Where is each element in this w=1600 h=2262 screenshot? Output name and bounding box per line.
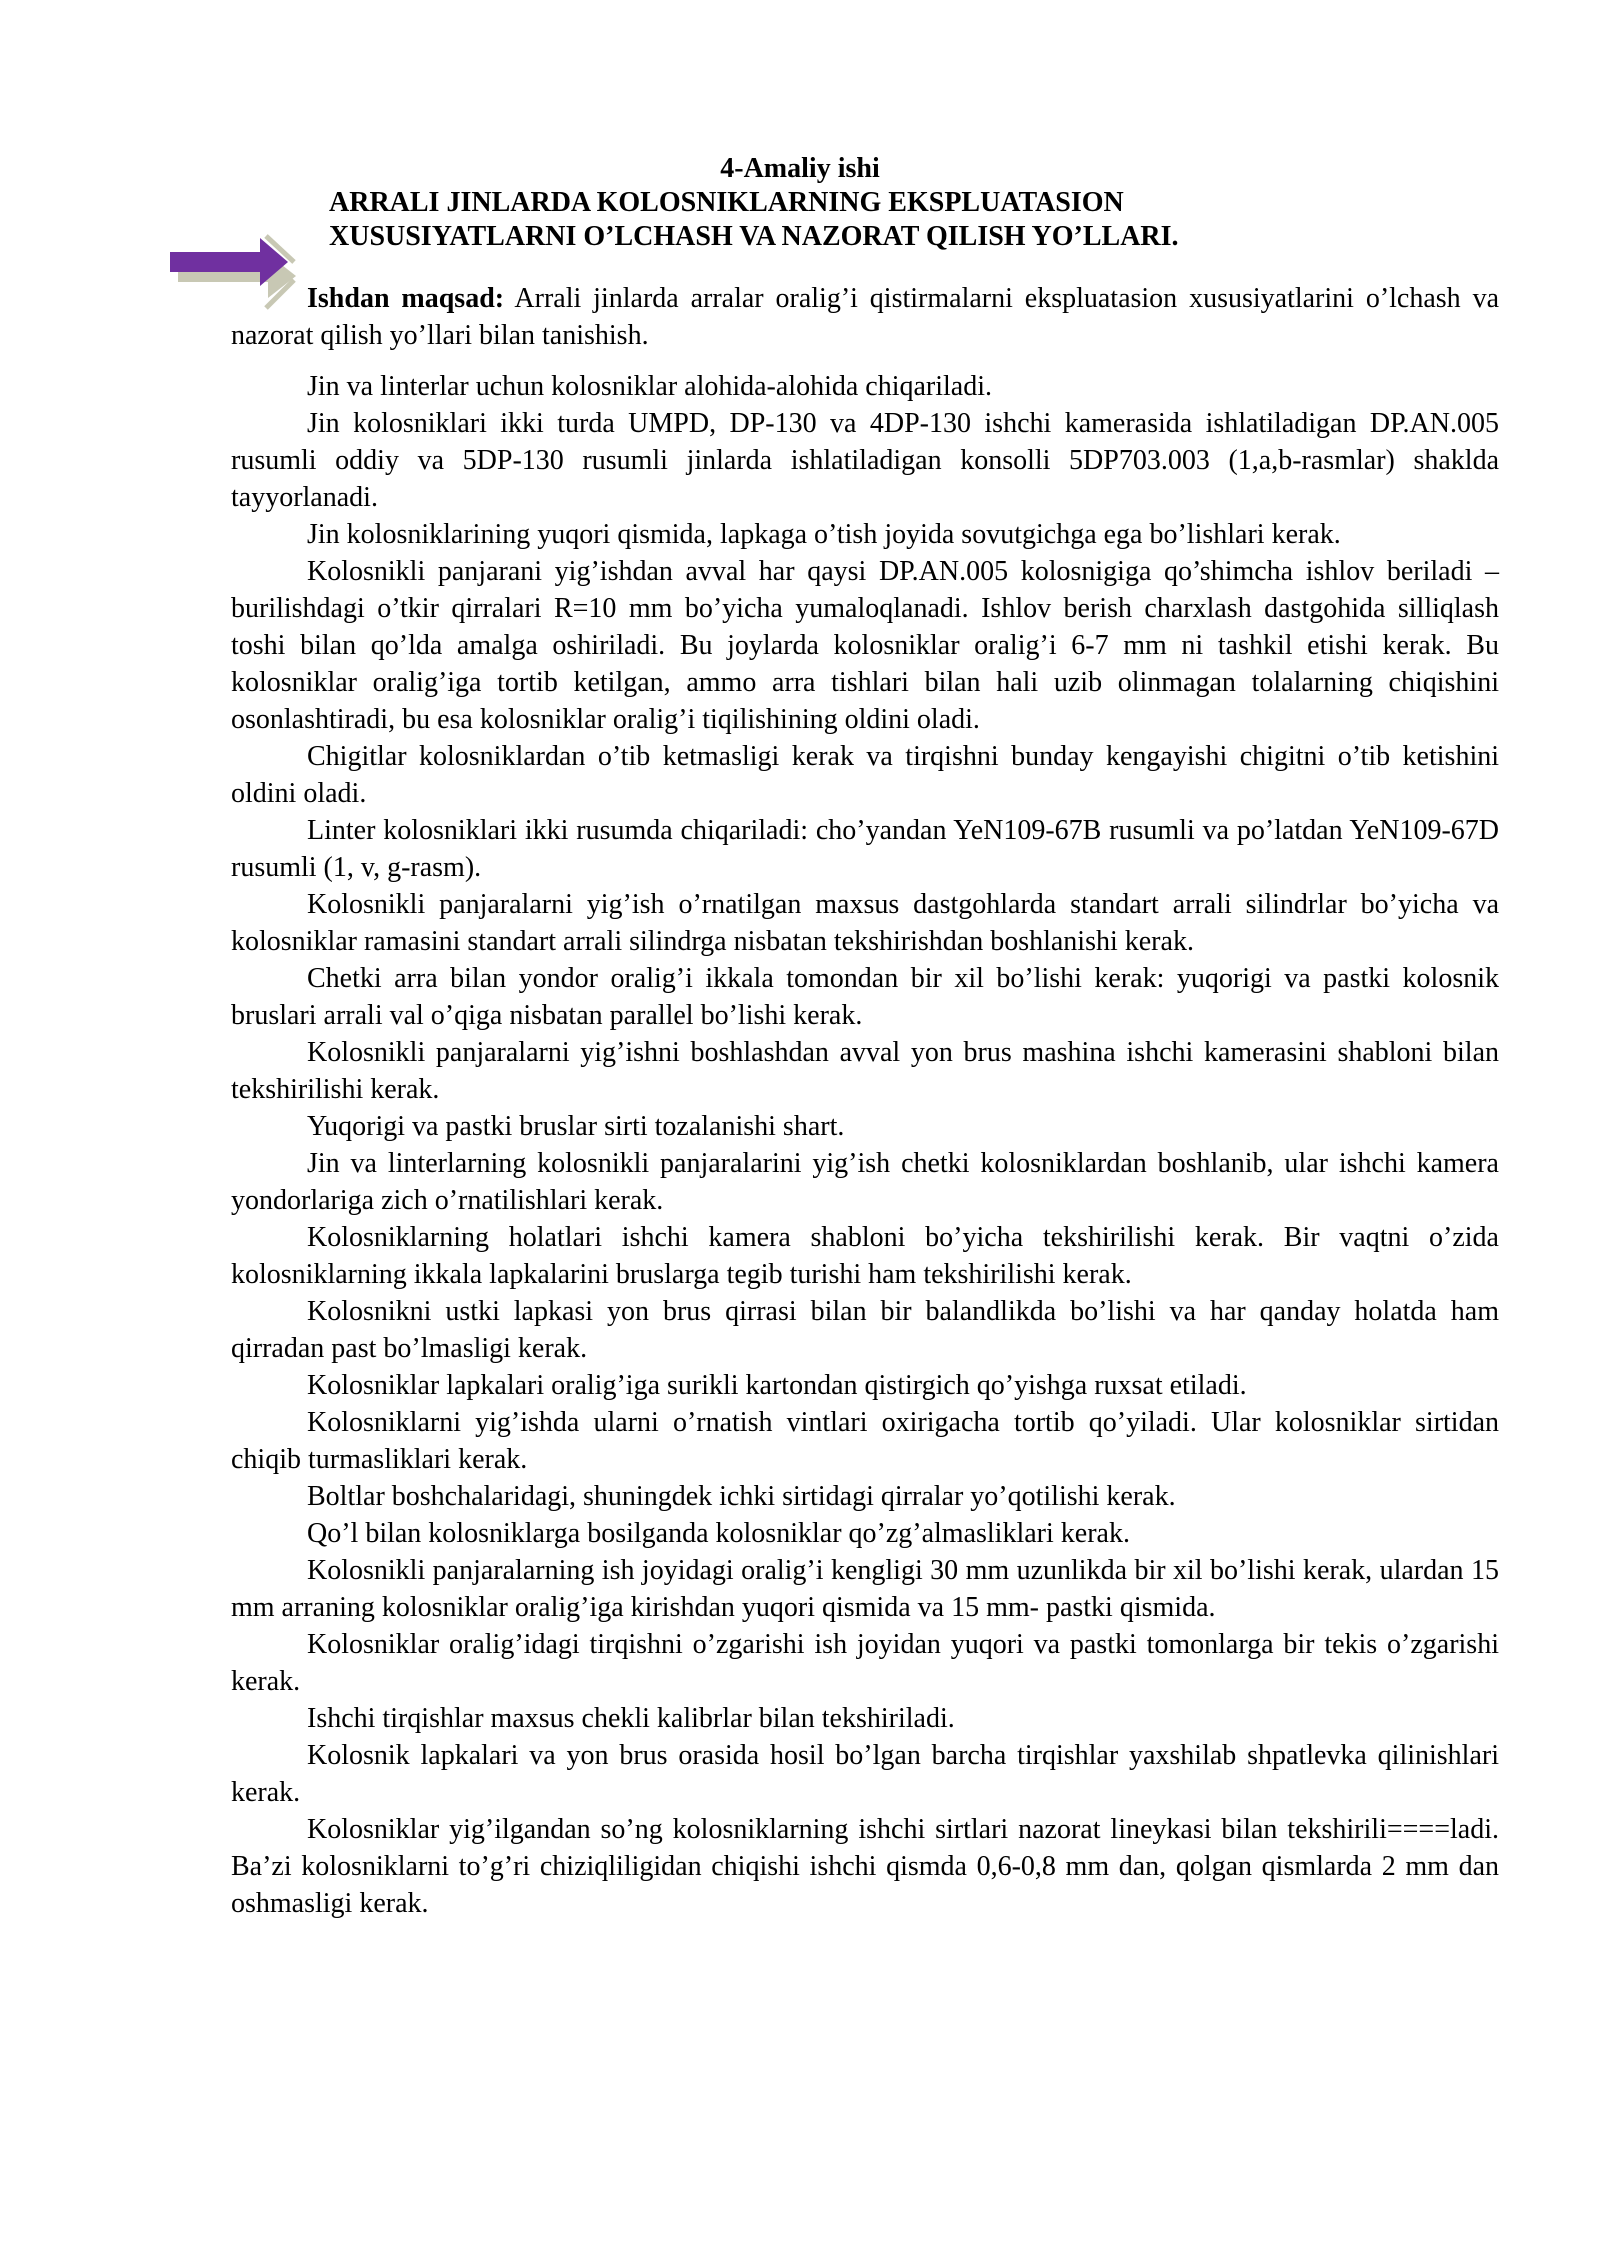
- work-number: 4-Amaliy ishi: [720, 153, 880, 184]
- body-paragraph-12: Kolosniklarning holatlari ishchi kamera shabloni bo’yicha tekshirilishi kerak. Bir vaqtni o’zida kolosniklarning ikkala lapkalarini bruslarga tegib turishi ham tekshirilishi kerak.: [231, 1222, 1499, 1290]
- body-paragraph-2: Jin kolosniklari ikki turda UMPD, DP-130 va 4DP-130 ishchi kamerasida ishlatiladigan DP.AN.005 rusumli oddiy va 5DP-130 rusumli jinlarda ishlatiladigan konsolli 5DP703.003 (1,a,b-rasmlar) shaklda tayyorlanadi.: [231, 408, 1499, 513]
- body-paragraph-8: Chetki arra bilan yondor oralig’i ikkala tomondan bir xil bo’lishi kerak: yuqorigi va pastki kolosnik bruslari arrali val o’qiga nisbatan parallel bo’lishi kerak.: [231, 963, 1499, 1031]
- goal-paragraph: [231, 280, 1499, 354]
- title-line-1: ARRALI JINLARDA KOLOSNIKLARNING EKSPLUATASION: [329, 187, 1124, 218]
- body-paragraph-10: Yuqorigi va pastki bruslar sirti tozalanishi shart.: [307, 1111, 845, 1142]
- body-paragraph-20: Ishchi tirqishlar maxsus chekli kalibrlar bilan tekshiriladi.: [307, 1703, 955, 1734]
- document-body: [231, 280, 1499, 1922]
- body-paragraph-13: Kolosnikni ustki lapkasi yon brus qirrasi bilan bir balandlikda bo’lishi va har qanday holatda ham qirradan past bo’lmasligi kerak.: [231, 1296, 1499, 1364]
- body-paragraph-4: Kolosnikli panjarani yig’ishdan avval har qaysi DP.AN.005 kolosnigiga qo’shimcha ishlov beriladi – burilishdagi o’tkir qirralari R=10 mm bo’yicha yumaloqlanadi. Ishlov berish charxlash dastgohida silliqlash toshi bilan qo’lda amalga oshiriladi. Bu joylarda kolosniklar oralig’i 6-7 mm ni tashkil etishi kerak. Bu kolosniklar oralig’iga tortib ketilgan, ammo arra tishlari bilan hali uzib olinmagan tolalarning chiqishini osonlashtiradi, bu esa kolosniklar oralig’i tiqilishining oldini oladi.: [231, 556, 1499, 735]
- body-paragraph-14: Kolosniklar lapkalari oralig’iga surikli kartondan qistirgich qo’yishga ruxsat etiladi.: [307, 1370, 1247, 1401]
- body-paragraph-9: Kolosnikli panjaralarni yig’ishni boshlashdan avval yon brus mashina ishchi kamerasini shabloni bilan tekshirilishi kerak.: [231, 1037, 1499, 1105]
- goal-label: Ishdan maqsad:: [307, 283, 505, 314]
- body-paragraph-6: Linter kolosniklari ikki rusumda chiqariladi: cho’yandan YeN109-67B rusumli va po’latdan YeN109-67D rusumli (1, v, g-rasm).: [231, 815, 1499, 883]
- body-paragraph-17: Qo’l bilan kolosniklarga bosilganda kolosniklar qo’zg’almasliklari kerak.: [307, 1518, 1130, 1549]
- body-paragraph-15: Kolosniklarni yig’ishda ularni o’rnatish vintlari oxirigacha tortib qo’yiladi. Ular kolosniklar sirtidan chiqib turmasliklari kerak.: [231, 1407, 1499, 1475]
- body-paragraph-19: Kolosniklar oralig’idagi tirqishni o’zgarishi ish joyidan yuqori va pastki tomonlarga bir tekis o’zgarishi kerak.: [231, 1629, 1499, 1697]
- body-paragraph-18: Kolosnikli panjaralarning ish joyidagi oralig’i kengligi 30 mm uzunlikda bir xil bo’lishi kerak, ulardan 15 mm arraning kolosniklar oralig’iga kirishdan yuqori qismida va 15 mm- pastki qismida.: [231, 1555, 1499, 1623]
- body-paragraph-1: Jin va linterlar uchun kolosniklar alohida-alohida chiqariladi.: [307, 371, 993, 402]
- goal-text: Arrali jinlarda arralar oralig’i qistirmalarni ekspluatasion xususiyatlarini o’lchash va nazorat qilish yo’llari bilan tanishish.: [231, 283, 1500, 351]
- body-paragraph-7: Kolosnikli panjaralarni yig’ish o’rnatilgan maxsus dastgohlarda standart arrali silindrlar bo’yicha va kolosniklar ramasini standart arrali silindrga nisbatan tekshirishdan boshlanishi kerak.: [231, 889, 1499, 957]
- body-paragraph-22: Kolosniklar yig’ilgandan so’ng kolosniklarning ishchi sirtlari nazorat lineykasi bilan tekshirili====ladi. Ba’zi kolosniklarni to’g’ri chiziqliligidan chiqishi ishchi qismda 0,6-0,8 mm dan, qolgan qismlarda 2 mm dan oshmasligi kerak.: [231, 1814, 1499, 1919]
- body-paragraph-11: Jin va linterlarning kolosnikli panjaralarini yig’ish chetki kolosniklardan boshlanib, ular ishchi kamera yondorlariga zich o’rnatilishlari kerak.: [231, 1148, 1499, 1216]
- body-paragraph-21: Kolosnik lapkalari va yon brus orasida hosil bo’lgan barcha tirqishlar yaxshilab shpatlevka qilinishlari kerak.: [231, 1740, 1499, 1808]
- title-line-2: XUSUSIYATLARNI O’LCHASH VA NAZORAT QILISH YO’LLARI.: [329, 221, 1179, 252]
- body-paragraph-16: Boltlar boshchalaridagi, shuningdek ichki sirtidagi qirralar yo’qotilishi kerak.: [307, 1481, 1176, 1512]
- body-paragraph-5: Chigitlar kolosniklardan o’tib ketmasligi kerak va tirqishni bunday kengayishi chigitni o’tib ketishini oldini oladi.: [231, 741, 1499, 809]
- body-paragraph-3: Jin kolosniklarining yuqori qismida, lapkaga o’tish joyida sovutgichga ega bo’lishlari kerak.: [307, 519, 1341, 550]
